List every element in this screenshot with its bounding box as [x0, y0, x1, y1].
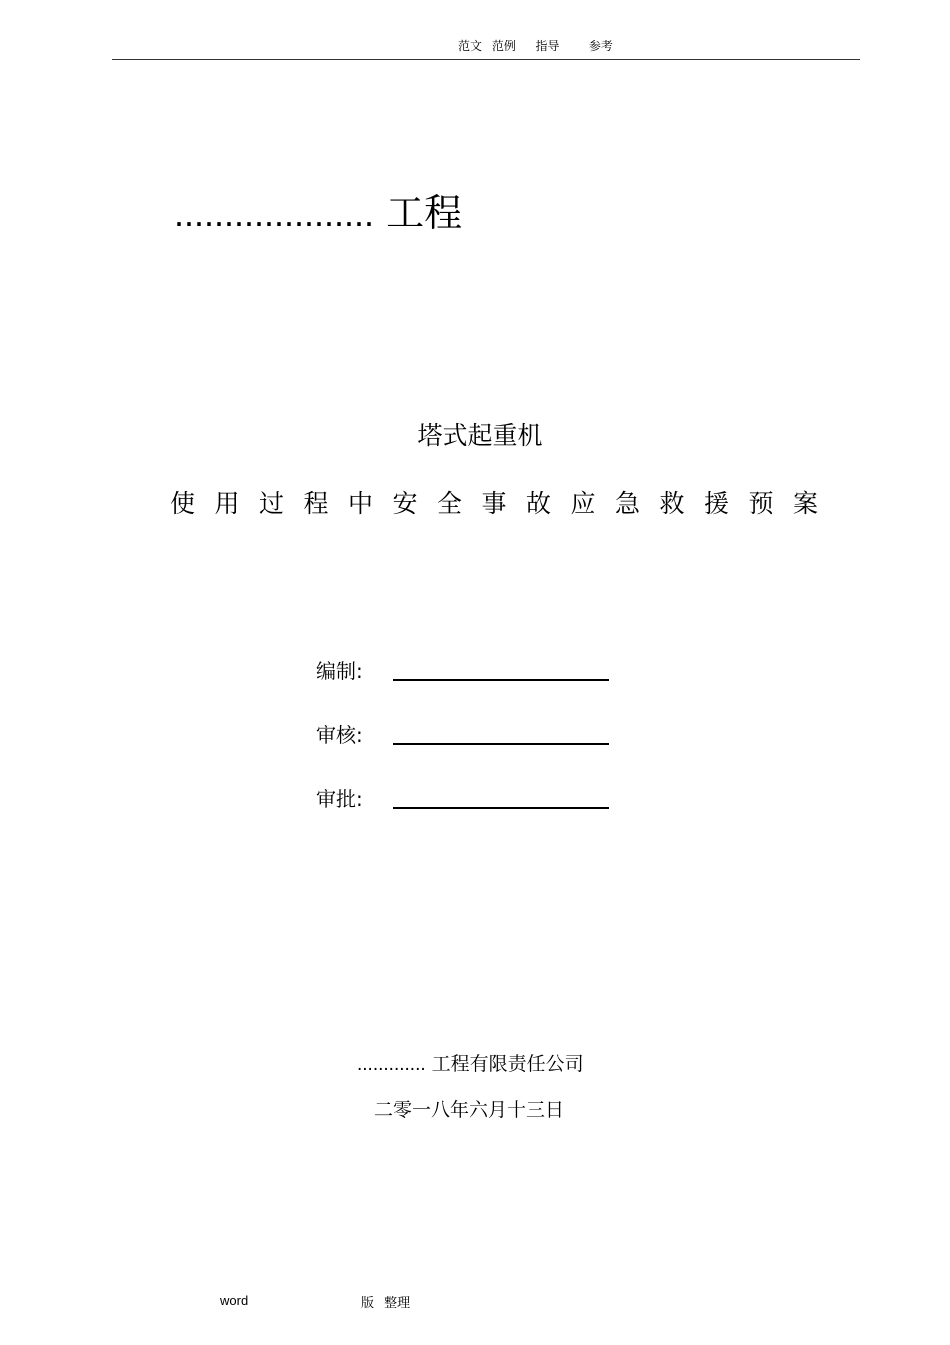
document-title-line-1: 塔式起重机: [417, 421, 543, 450]
signature-label: 编制:: [316, 659, 363, 683]
signature-label: 审核:: [316, 723, 363, 747]
signature-row-compile: [316, 655, 616, 685]
signature-blank-line: [393, 743, 609, 745]
project-title: [174, 182, 462, 237]
signature-blank-line: [393, 807, 609, 809]
page-header-text: 范文 范例 指导 参考: [458, 39, 613, 53]
footer-left-text: word: [220, 1293, 249, 1308]
signature-row-approve: [316, 783, 616, 813]
company-name-text: 工程有限责任公司: [431, 1053, 584, 1075]
project-word: 工程: [386, 191, 463, 235]
company-name: [357, 1049, 584, 1076]
document-date: 二零一八年六月十三日: [374, 1099, 565, 1121]
document-title-line-2: 使用过程中安全事故应急救援预案: [170, 489, 838, 518]
signature-label: 审批:: [316, 787, 363, 811]
company-name-placeholder: .............: [357, 1054, 426, 1075]
project-name-placeholder: ....................: [174, 193, 375, 234]
header-rule: [112, 59, 860, 60]
signature-row-review: [316, 719, 616, 749]
footer-right-text: 版 整理: [361, 1296, 411, 1311]
signature-blank-line: [393, 679, 609, 681]
